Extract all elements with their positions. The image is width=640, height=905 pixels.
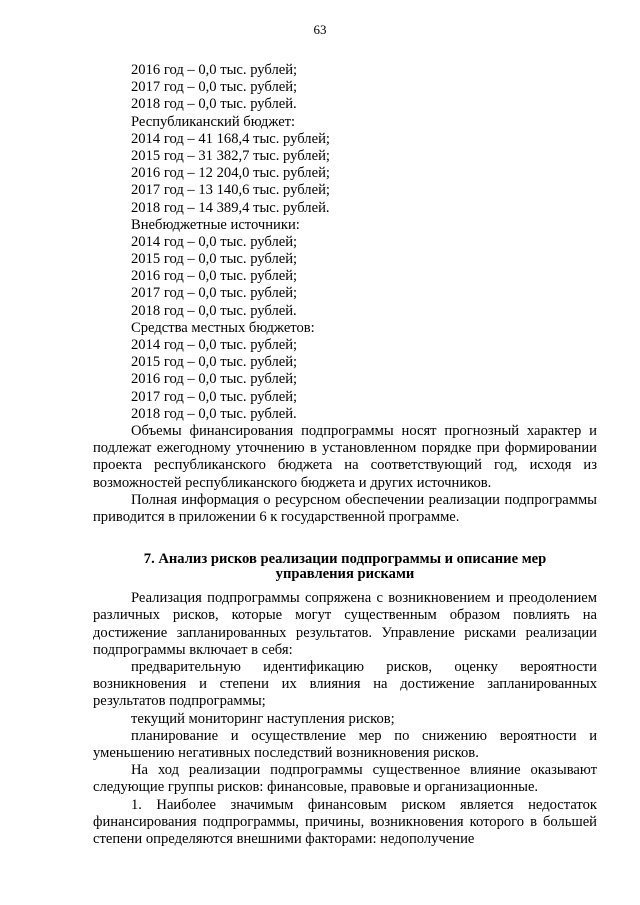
budget-line: 2014 год – 0,0 тыс. рублей;: [131, 233, 298, 250]
section-heading: [93, 552, 597, 581]
budget-line: 2017 год – 0,0 тыс. рублей;: [131, 285, 298, 302]
section-heading-line: управления рисками: [275, 565, 415, 582]
budget-line: 2018 год – 0,0 тыс. рублей.: [131, 96, 297, 113]
paragraph: планирование и осуществление мер по снижению вероятности и уменьшению негативных последствий возникновения рисков.: [93, 727, 597, 761]
budget-line: 2016 год – 0,0 тыс. рублей;: [131, 268, 298, 285]
budget-section-title: Средства местных бюджетов:: [131, 319, 315, 336]
budget-line: 2016 год – 0,0 тыс. рублей;: [131, 371, 298, 388]
document-body: [93, 62, 597, 848]
budget-line: 2016 год – 0,0 тыс. рублей;: [131, 62, 298, 78]
paragraph: Реализация подпрограммы сопряжена с возникновением и преодолением различных рисков, которые могут существенным образом повлиять на достижение запланированных результатов. Управление рисками реализации подпрограммы включает в себя:: [93, 590, 597, 658]
budget-line: 2018 год – 14 389,4 тыс. рублей.: [131, 199, 330, 216]
section-heading-line: 7. Анализ рисков реализации подпрограммы и описание мер: [143, 551, 547, 568]
budget-line: 2014 год – 0,0 тыс. рублей;: [131, 337, 298, 353]
budget-section-title: Республиканский бюджет:: [131, 113, 296, 130]
paragraph: Объемы финансирования подпрограммы носят прогнозный характер и подлежат ежегодному уточнению в установленном порядке при формировании проекта республиканского бюджета на соответствующий год, исходя из возможностей республиканского бюджета и других источников.: [93, 422, 597, 491]
budget-section-title: Внебюджетные источники:: [131, 216, 300, 233]
paragraph: предварительную идентификацию рисков, оценку вероятности возникновения и степени их влияния на достижение запланированных результатов подпрограммы;: [93, 658, 597, 710]
budget-line: 2017 год – 0,0 тыс. рублей;: [131, 79, 298, 96]
budget-line: 2017 год – 13 140,6 тыс. рублей;: [131, 182, 330, 199]
paragraph: На ход реализации подпрограммы существенное влияние оказывают следующие группы рисков: финансовые, правовые и организационные.: [93, 762, 597, 796]
budget-line: 2017 год – 0,0 тыс. рублей;: [131, 388, 298, 405]
budget-line: 2015 год – 31 382,7 тыс. рублей;: [131, 147, 330, 164]
budget-list: [93, 62, 597, 423]
budget-line: 2015 год – 0,0 тыс. рублей;: [131, 354, 298, 371]
paragraph: 1. Наиболее значимым финансовым риском является недостаток финансирования подпрограммы, причины, возникновения которого в большей степени определяются внешними факторами: недополучение: [93, 796, 597, 847]
paragraph: Полная информация о ресурсном обеспечении реализации подпрограммы приводится в приложении 6 к государственной программе.: [93, 491, 597, 525]
paragraph: текущий мониторинг наступления рисков;: [131, 710, 395, 727]
budget-line: 2015 год – 0,0 тыс. рублей;: [131, 251, 298, 268]
budget-line: 2014 год – 41 168,4 тыс. рублей;: [131, 130, 330, 147]
budget-line: 2018 год – 0,0 тыс. рублей.: [131, 405, 297, 422]
page-number: 63: [313, 22, 327, 37]
budget-line: 2016 год – 12 204,0 тыс. рублей;: [131, 165, 330, 182]
budget-line: 2018 год – 0,0 тыс. рублей.: [131, 302, 297, 319]
